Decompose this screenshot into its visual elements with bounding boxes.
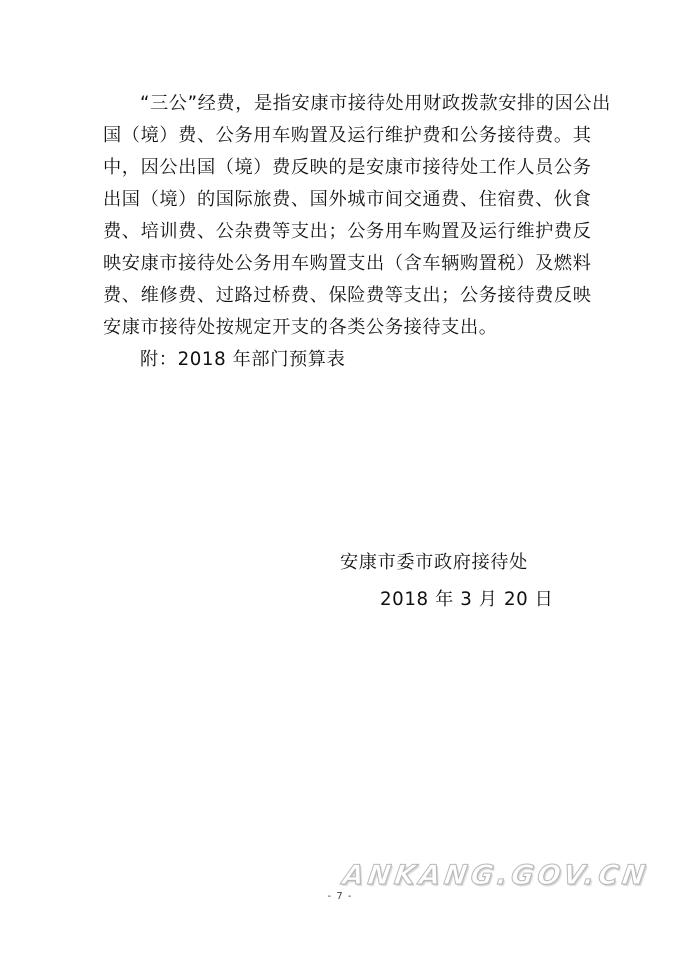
paragraph-line: 安康市接待处按规定开支的各类公务接待支出。	[103, 317, 498, 338]
paragraph-line: “三公”经费，是指安康市接待处用财政拨款安排的因公出	[140, 93, 611, 114]
paragraph-line: 中，因公出国（境）费反映的是安康市接待处工作人员公务	[103, 157, 592, 178]
body-text	[103, 88, 611, 376]
signature-date: 2018 年 3 月 20 日	[380, 589, 554, 610]
paragraph-line: 国（境）费、公务用车购置及运行维护费和公务接待费。其	[103, 125, 592, 146]
signature-organization: 安康市委市政府接待处	[340, 552, 528, 573]
paragraph-line: 映安康市接待处公务用车购置支出（含车辆购置税）及燃料	[103, 253, 592, 274]
attachment-note: 附：2018 年部门预算表	[140, 349, 346, 370]
paragraph-line: 费、维修费、过路过桥费、保险费等支出；公务接待费反映	[103, 285, 592, 306]
paragraph-line: 费、培训费、公杂费等支出；公务用车购置及运行维护费反	[103, 221, 592, 242]
paragraph-line: 出国（境）的国际旅费、国外城市间交通费、住宿费、伙食	[103, 189, 592, 210]
page-number: - 7 -	[327, 891, 353, 902]
site-watermark: ANKANG.GOV.CN	[340, 860, 652, 891]
